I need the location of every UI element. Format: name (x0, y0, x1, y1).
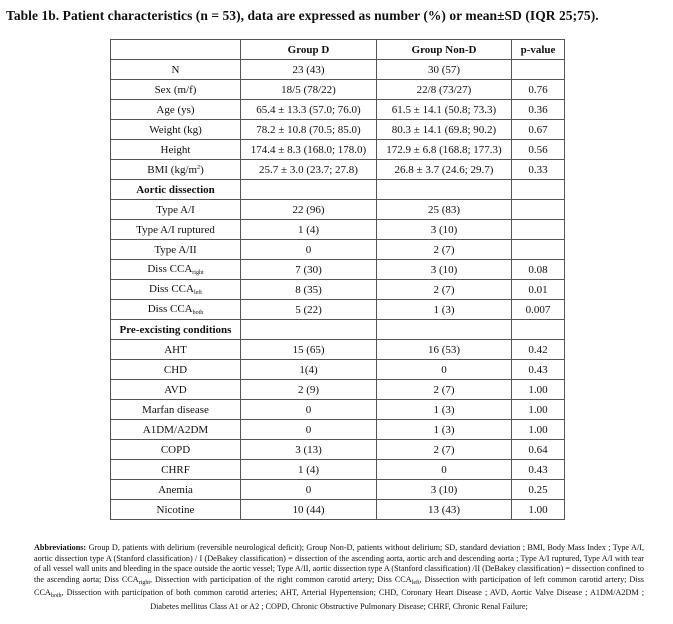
table-row (111, 120, 565, 140)
abbreviations-heading: Abbreviations: (34, 543, 87, 552)
section-label: Pre-excisting conditions (111, 320, 241, 340)
group-non-d-value: 1 (3) (377, 300, 512, 320)
group-d-value: 1 (4) (241, 220, 377, 240)
section-row (111, 320, 565, 340)
row-label-text: Diss CCA (149, 283, 194, 295)
p-value: 0.33 (512, 160, 565, 180)
table-row (111, 400, 565, 420)
row-label-text: COPD (160, 443, 191, 456)
p-value (512, 240, 565, 260)
group-non-d-value: 22/8 (73/27) (377, 80, 512, 100)
group-d-value: 1(4) (241, 360, 377, 380)
group-d-value: 23 (43) (241, 60, 377, 80)
group-d-value: 22 (96) (241, 200, 377, 220)
row-label-text: Age (ys) (156, 103, 195, 116)
abbreviations-text-1: Group D, patients with delirium (reversible neurological deficit); Group Non-D, patients without delirium; SD, standard deviation ; BMI, Body Mass Index ; Type A/I, aortic dissection type A (Stanford classification) / I (DeBakey classification) = dissection of the ascending aorta, aortic arch and descending aorta ; Type A/I ruptured, Type A/I with tear of all vessel wall units and bleeding in the space outside the aortic vessel; Type A/II, aortic dissection type A (Stanford classification) /II (DeBakey classification) = dissection confined to the ascending aorta; Diss CCA (34, 543, 644, 584)
table-title: Table 1b. Patient characteristics (n = 53), data are expressed as number (%) or mean±SD (IQR 25;75). (6, 8, 599, 23)
table-row (111, 500, 565, 520)
row-label-text: Diss CCA (147, 303, 193, 315)
section-empty-cell (241, 320, 377, 340)
row-label (111, 220, 241, 240)
group-d-value: 18/5 (78/22) (241, 80, 377, 100)
p-value (512, 60, 565, 80)
group-d-value: 8 (35) (241, 280, 377, 300)
section-empty-cell (377, 180, 512, 200)
header-group-non-d: Group Non-D (377, 40, 512, 60)
group-d-value: 3 (13) (241, 440, 377, 460)
group-non-d-value: 2 (7) (377, 280, 512, 300)
header-group-d: Group D (241, 40, 377, 60)
row-label (111, 200, 241, 220)
row-label-text: A1DM/A2DM (142, 423, 209, 436)
p-value: 0.56 (512, 140, 565, 160)
group-non-d-value: 3 (10) (377, 260, 512, 280)
p-value: 1.00 (512, 380, 565, 400)
p-value: 0.43 (512, 360, 565, 380)
abbreviations-sub-1: right (138, 579, 150, 586)
table-row (111, 360, 565, 380)
row-label-text: Marfan disease (142, 403, 209, 416)
row-label-text: Type A/II (154, 243, 197, 256)
row-label-subscript: left (193, 290, 202, 296)
p-value: 1.00 (512, 400, 565, 420)
table-body (111, 60, 565, 520)
group-non-d-value: 1 (3) (377, 400, 512, 420)
row-label (111, 500, 241, 520)
section-row (111, 180, 565, 200)
group-d-value: 78.2 ± 10.8 (70.5; 85.0) (241, 120, 377, 140)
row-label (111, 420, 241, 440)
row-label-text: Type A/I (156, 203, 195, 216)
row-label (111, 60, 241, 80)
table-row (111, 280, 565, 300)
row-label-text: Diss CCA (147, 263, 193, 275)
header-p-value: p-value (512, 40, 565, 60)
p-value: 0.43 (512, 460, 565, 480)
row-label (111, 440, 241, 460)
row-label-text: Weight (kg) (149, 123, 202, 136)
row-label-text: Nicotine (156, 503, 195, 516)
table-row (111, 60, 565, 80)
p-value: 0.25 (512, 480, 565, 500)
group-non-d-value: 13 (43) (377, 500, 512, 520)
row-label-text: Height (160, 143, 191, 156)
row-label (111, 80, 241, 100)
p-value: 1.00 (512, 420, 565, 440)
group-non-d-value: 172.9 ± 6.8 (168.8; 177.3) (377, 140, 512, 160)
group-d-value: 0 (241, 480, 377, 500)
group-d-value: 25.7 ± 3.0 (23.7; 27.8) (241, 160, 377, 180)
table-row (111, 160, 565, 180)
abbreviations-text-2: , Dissection with participation of the right common carotid artery; Diss CCA (150, 574, 412, 584)
patient-characteristics-table (110, 39, 565, 520)
row-label-text: AHT (164, 343, 187, 356)
group-d-value: 7 (30) (241, 260, 377, 280)
group-non-d-value: 3 (10) (377, 480, 512, 500)
table-row (111, 220, 565, 240)
table-row (111, 100, 565, 120)
section-empty-cell (377, 320, 512, 340)
table-row (111, 240, 565, 260)
row-label-subscript: right (192, 270, 204, 276)
table-row (111, 260, 565, 280)
group-d-value: 10 (44) (241, 500, 377, 520)
p-value: 0.36 (512, 100, 565, 120)
section-empty-cell (241, 180, 377, 200)
row-label-text: AVD (164, 383, 187, 396)
table-row (111, 420, 565, 440)
row-label-text: CHD (163, 363, 188, 376)
group-d-value: 2 (9) (241, 380, 377, 400)
group-non-d-value: 25 (83) (377, 200, 512, 220)
p-value: 0.007 (512, 300, 565, 320)
p-value: 1.00 (512, 500, 565, 520)
p-value: 0.01 (512, 280, 565, 300)
group-d-value: 65.4 ± 13.3 (57.0; 76.0) (241, 100, 377, 120)
group-non-d-value: 2 (7) (377, 380, 512, 400)
row-label-text: BMI (kg/m (147, 163, 198, 176)
table-row (111, 140, 565, 160)
table-row (111, 340, 565, 360)
group-non-d-value: 3 (10) (377, 220, 512, 240)
group-non-d-value: 1 (3) (377, 420, 512, 440)
p-value: 0.08 (512, 260, 565, 280)
p-value (512, 200, 565, 220)
row-label-superscript: 2 (197, 164, 201, 171)
row-label (111, 280, 241, 300)
row-label (111, 120, 241, 140)
section-empty-cell (512, 180, 565, 200)
row-label (111, 300, 241, 320)
group-d-value: 0 (241, 420, 377, 440)
row-label-text: Anemia (158, 483, 193, 496)
group-non-d-value: 2 (7) (377, 240, 512, 260)
row-label (111, 260, 241, 280)
row-label-suffix: ) (200, 163, 204, 176)
abbreviations-text-4: , Dissection with participation of both common carotid arteries; AHT, Arterial Hypertension; CHD, Coronary Heart Disease ; AVD, Aortic Valve Disease ; A1DM/A2DM ; Diabetes mellitus Class A1 or A2 ; COPD, Chronic Obstructive Pulmonary Disease; CHRF, Chronic Renal Failure; (61, 588, 644, 611)
p-value: 0.76 (512, 80, 565, 100)
table-row (111, 200, 565, 220)
group-non-d-value: 2 (7) (377, 440, 512, 460)
p-value: 0.42 (512, 340, 565, 360)
group-non-d-value: 61.5 ± 14.1 (50.8; 73.3) (377, 100, 512, 120)
row-label (111, 460, 241, 480)
group-d-value: 0 (241, 240, 377, 260)
abbreviations-sub-3: both (50, 593, 62, 600)
row-label (111, 240, 241, 260)
header-label (111, 40, 241, 60)
p-value (512, 220, 565, 240)
row-label (111, 100, 241, 120)
group-non-d-value: 30 (57) (377, 60, 512, 80)
row-label (111, 360, 241, 380)
group-non-d-value: 16 (53) (377, 340, 512, 360)
row-label (111, 400, 241, 420)
group-d-value: 1 (4) (241, 460, 377, 480)
abbreviations-sub-2: left (411, 579, 420, 586)
p-value: 0.64 (512, 440, 565, 460)
section-label: Aortic dissection (111, 180, 241, 200)
row-label-text: CHRF (161, 463, 190, 476)
abbreviations-text-3: , Dissection with participation of left common carotid artery; Diss CCA (34, 574, 644, 598)
group-d-value: 15 (65) (241, 340, 377, 360)
group-non-d-value: 26.8 ± 3.7 (24.6; 29.7) (377, 160, 512, 180)
group-d-value: 174.4 ± 8.3 (168.0; 178.0) (241, 140, 377, 160)
table-row (111, 440, 565, 460)
table-header-row (111, 40, 565, 60)
table-row (111, 300, 565, 320)
group-non-d-value: 0 (377, 360, 512, 380)
table-row (111, 480, 565, 500)
table-row (111, 380, 565, 400)
row-label (111, 140, 241, 160)
row-label (111, 480, 241, 500)
row-label (111, 160, 241, 180)
group-non-d-value: 80.3 ± 14.1 (69.8; 90.2) (377, 120, 512, 140)
row-label (111, 380, 241, 400)
group-d-value: 0 (241, 400, 377, 420)
group-d-value: 5 (22) (241, 300, 377, 320)
row-label-text: Type A/I ruptured (136, 223, 215, 236)
row-label-text: Sex (m/f) (154, 83, 197, 96)
row-label-subscript: both (192, 310, 204, 316)
group-non-d-value: 0 (377, 460, 512, 480)
table-row (111, 460, 565, 480)
p-value: 0.67 (512, 120, 565, 140)
table-row (111, 80, 565, 100)
section-empty-cell (512, 320, 565, 340)
row-label (111, 340, 241, 360)
row-label-text: N (171, 63, 180, 76)
abbreviations-footnote (34, 543, 644, 613)
